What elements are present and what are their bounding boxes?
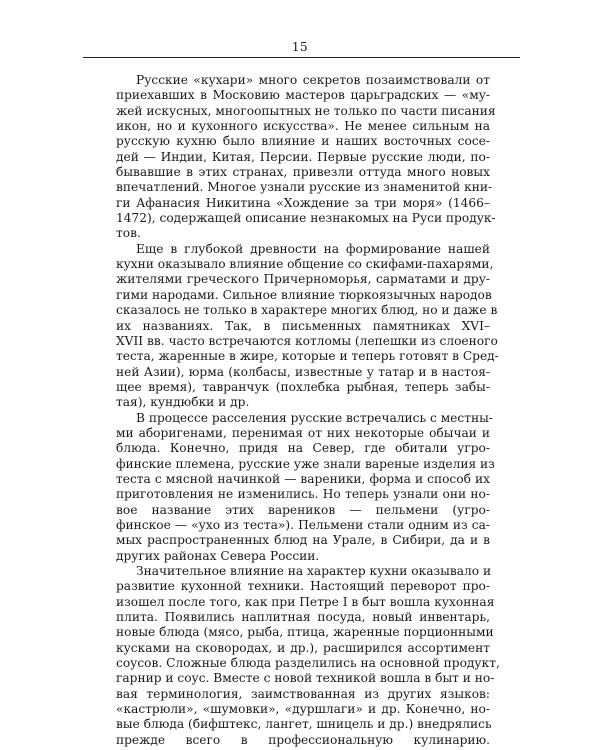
text-line: их названиях. Так, в письменных памятниках XVI– [116,318,490,333]
text-line: приготовления не изменились. Но теперь узнали они но- [116,487,490,502]
header-rule [83,57,520,58]
text-line: щее время), тавранчук (похлебка рыбная, теперь забы- [116,379,490,394]
text-line: ги Афанасия Никитина «Хождение за три моря» (1466– [116,195,490,210]
text-line: жителями греческого Причерноморья, сарматами и дру- [116,272,490,287]
text-line: 1472), содержащей описание незнакомых на Руси продук- [116,211,496,226]
text-line: тов. [116,226,141,241]
text-line: кусками на сковородах, и др.), расширился ассортимент [116,640,490,655]
text-line: плита. Появились наплитная посуда, новый инвентарь, [116,610,490,625]
text-line: кухни оказывало влияние общение со скифами-пахарями, [116,257,494,272]
text-line: развитие кухонной техники. Настоящий переворот про- [116,579,490,594]
text-line: дей — Индии, Китая, Персии. Первые русские люди, по- [116,149,490,164]
text-line: теста, жаренные в жире, которые и теперь готовят в Сред- [116,349,499,364]
text-line: финские племена, русские уже знали вареные изделия из [116,456,495,471]
text-line: новые блюда (мясо, рыба, птица, жаренные порционными [116,625,494,640]
text-line: Русские «кухари» много секретов позаимствовали от [136,73,490,87]
text-line: гарнир и соус. Вместе с новой техникой вошла в быт и но- [116,671,495,686]
text-line: бывавшие в этих странах, привезли оттуда много новых [116,165,490,180]
page-number: 15 [291,40,309,54]
text-line: изошел после того, как при Петре I в быт вошла кухонная [116,594,495,609]
text-line: Еще в глубокой древности на формирование нашей [136,241,490,256]
text-line: Значительное влияние на характер кухни оказывало и [136,564,492,578]
text-line: вые блюда (бифштекс, лангет, шницель и др.) внедрялись [116,717,492,732]
text-line: XVII вв. часто встречаются котломы (лепешки из слоеного [116,333,498,348]
text-line: ней Азии), юрма (колбасы, известные у татар и в настоя- [116,364,490,379]
text-line: соусов. Сложные блюда разделились на основной продукт, [116,656,500,671]
text-line: теста с мясной начинкой — вареники, форма и способ их [116,471,490,486]
text-line: ми аборигенами, перенимая от них некоторые обычаи и [116,425,490,440]
text-line: «кастрюли», «шумовки», «дуршлаги» и др. Конечно, но- [116,702,490,717]
text-line: приехавших в Московию мастеров царьградских — «му- [116,88,490,103]
text-line: В процессе расселения русские встречались с местны- [136,410,493,425]
text-line: других районах Севера России. [116,548,320,563]
text-line: финское — «ухо из теста»). Пельмени стали одним из са- [116,517,490,532]
text-line: вое название этих вареников — пельмени (угро- [116,502,490,517]
paragraph [116,410,495,564]
text-line: икон, но и кухонного искусства». Не менее сильным на [116,119,490,134]
paragraph [116,241,499,411]
text-line: впечатлений. Многое узнали русские из знаменитой кни- [116,180,493,195]
paragraph [116,73,496,242]
body-text [116,73,500,748]
text-line: блюда. Конечно, придя на Север, где обитали угро- [116,441,490,456]
paragraph [116,564,500,748]
text-line: гими народами. Сильное влияние тюркоязычных народов [116,287,492,302]
text-line: тая), кундюбки и др. [116,395,250,410]
text-line: жей искусных, многоопытных не только по части писания [116,103,496,118]
text-line: мых распространенных блюд на Урале, в Сибири, да и в [116,533,490,548]
text-line: вая терминология, заимствованная из других языков: [116,686,490,701]
text-line: сказалось не только в характере многих блюд, но и даже в [116,303,498,318]
text-line: русскую кухню было влияние и наших восточных сосе- [116,134,490,149]
text-line: прежде всего в профессиональную кулинарию. [116,732,490,747]
